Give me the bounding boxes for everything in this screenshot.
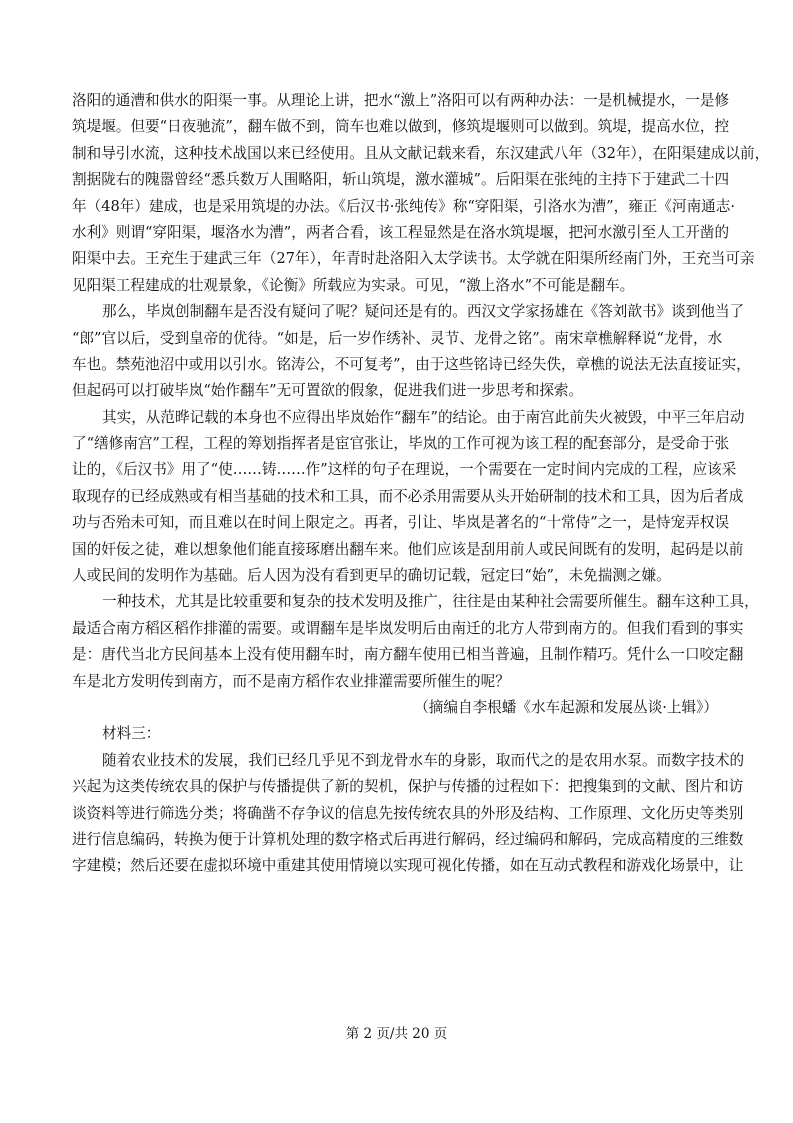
text-line: 但起码可以打破毕岚“始作翻车”无可置欲的假象，促进我们进一步思考和探索。 bbox=[72, 382, 584, 400]
section-heading: 材料三： bbox=[102, 725, 161, 743]
text-line: 国的奸佞之徒，难以想象他们能直接琢磨出翻车来。他们应该是刮用前人或民间既有的发明，起码是以前 bbox=[72, 540, 744, 558]
text-line: 取现存的已经成熟或有相当基础的技术和工具，而不必杀用需要从头开始研制的技术和工具，因为后者成 bbox=[72, 487, 744, 505]
paragraph bbox=[72, 299, 751, 405]
page-number: 第 2 页/共 20 页 bbox=[345, 1026, 448, 1042]
document-body bbox=[72, 88, 770, 880]
text-line: 让的，《后汉书》用了“使……铸……作”这样的句子在理说，一个需要在一定时间内完成的工程，应该采 bbox=[72, 461, 737, 479]
text-line: 了“缮修南宫”工程，工程的筹划指挥者是宦官张让，毕岚的工作可视为该工程的配套部分，是受命于张 bbox=[72, 435, 730, 453]
text-line: 一种技术，尤其是比较重要和复杂的技术发明及推广，往往是由某种社会需要所催生。翻车这种工具， bbox=[102, 593, 759, 611]
text-line: 最适合南方稻区稻作排灌的需要。或谓翻车是毕岚发明后由南迁的北方人带到南方的。但我们看到的事实 bbox=[72, 619, 744, 637]
paragraph bbox=[72, 589, 759, 695]
paragraph bbox=[72, 405, 745, 590]
paragraph bbox=[72, 748, 745, 880]
text-line: 那么，毕岚创制翻车是否没有疑问了呢？疑问还是有的。西汉文学家扬雄在《答刘歆书》谈到他当了 bbox=[102, 303, 745, 321]
paragraph bbox=[72, 88, 770, 299]
text-line: 车是北方发明传到南方，而不是南方稻作农业排灌需要所催生的呢？ bbox=[72, 672, 510, 690]
text-line: 洛阳的通漕和供水的阳渠一事。从理论上讲，把水“激上”洛阳可以有两种办法：一是机械提水，一是修 bbox=[72, 92, 730, 109]
text-line: 筑堤堰。但要“日夜驰流”，翻车做不到，筒车也难以做到，修筑堤堰则可以做到。筑堤，提高水位，控 bbox=[72, 118, 730, 136]
text-line: 车也。禁苑池沼中或用以引水。铭涛公，不可复考”，由于这些铭诗已经失佚，章樵的说法无法直接证实， bbox=[72, 355, 751, 373]
text-line: 阳渠中去。王充生于建武三年（27年），年青时赴洛阳入太学读书。太学就在阳渠所经南门外，王充当可亲 bbox=[72, 250, 755, 268]
source-citation: （摘编自李根蟠《水车起源和发展丛谈·上辑》） bbox=[414, 698, 718, 716]
text-line: “郎”官以后，受到皇帝的优待。“如是，后一岁作绣补、灵节、龙骨之铭”。南宋章樵解释说“龙骨，水 bbox=[72, 329, 723, 347]
text-line: 字建模；然后还要在虚拟环境中重建其使用情境以实现可视化传播，如在互动式教程和游戏化场景中，让 bbox=[72, 857, 744, 875]
text-line: 制和导引水流，这种技术战国以来已经使用。且从文献记载来看，东汉建武八年（32年），在阳渠建成以前， bbox=[72, 144, 770, 162]
text-line: 年（48年）建成，也是采用筑堤的办法。《后汉书·张纯传》称“穿阳渠，引洛水为漕”，雍正《河南通志· bbox=[72, 197, 736, 215]
text-line: 是：唐代当北方民间基本上没有使用翻车时，南方翻车使用已相当普遍，且制作精巧。凭什么一口咬定翻 bbox=[72, 646, 744, 664]
text-line: 谈资料等进行筛选分类；将确凿不存争议的信息先按传统农具的外形及结构、工作原理、文化历史等类别 bbox=[72, 804, 744, 822]
text-line: 进行信息编码，转换为便于计算机处理的数字格式后再进行解码，经过编码和解码，完成高精度的三维数 bbox=[72, 830, 744, 848]
text-line: 水利》则谓“穿阳渠，堰洛水为漕”，两者合看，该工程显然是在洛水筑堤堰，把河水激引至人工开凿的 bbox=[72, 223, 730, 241]
text-line: 人或民间的发明作为基础。后人因为没有看到更早的确切记载，冠定曰“始”，未免揣测之嫌。 bbox=[72, 567, 671, 585]
text-line: 功与否殆未可知，而且难以在时间上限定之。再者，引让、毕岚是著名的“十常侍”之一，是恃宠弄权误 bbox=[72, 514, 730, 532]
text-line: 见阳渠工程建成的壮观景象，《论衡》所载应为实录。可见，“激上洛水”不可能是翻车。 bbox=[72, 276, 635, 294]
text-line: 割据陇右的隗嚣曾经“悉兵数万人围略阳，斩山筑堤，激水灌城”。后阳渠在张纯的主持下于建武二十四 bbox=[72, 171, 730, 189]
text-line: 其实，从范晔记载的本身也不应得出毕岚始作“翻车”的结论。由于南宫此前失火被毁，中平三年启动 bbox=[102, 408, 745, 426]
text-line: 随着农业技术的发展，我们已经几乎见不到龙骨水车的身影，取而代之的是农用水泵。而数字技术的 bbox=[102, 751, 745, 769]
text-line: 兴起为这类传统农具的保护与传播提供了新的契机，保护与传播的过程如下：把搜集到的文献、图片和访 bbox=[72, 778, 744, 796]
